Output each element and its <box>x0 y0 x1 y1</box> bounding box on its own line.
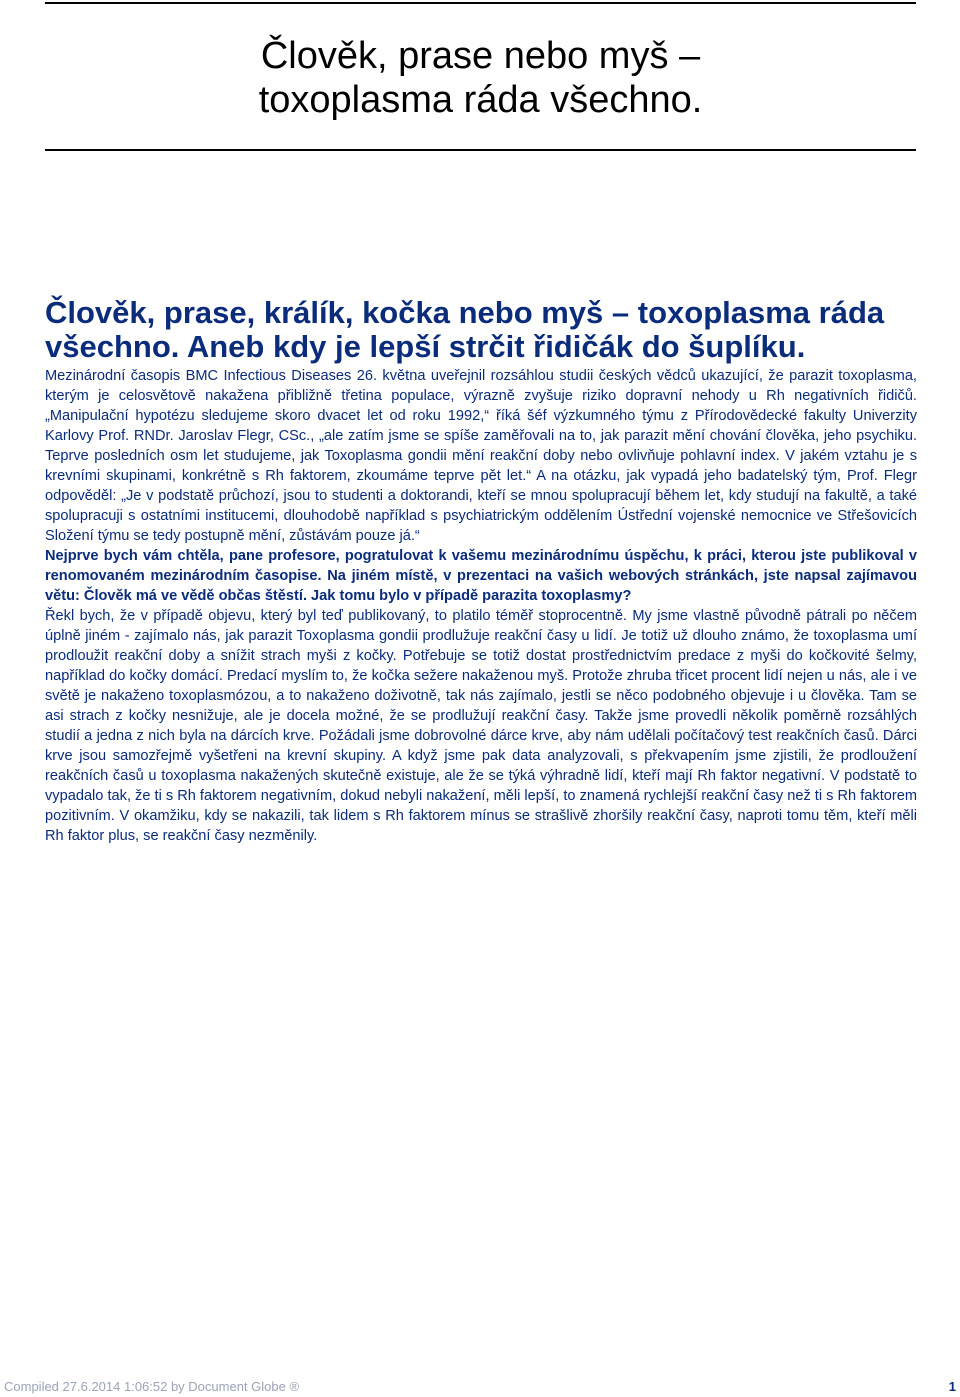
article <box>45 296 917 846</box>
header-top-rule <box>45 2 916 4</box>
article-intro: Mezinárodní časopis BMC Infectious Diseases 26. května uveřejnil rozsáhlou studii českých vědců ukazující, že parazit toxoplasma, kterým je celosvětově nakažena přibližně třetina populace, výrazně zvyšuje riziko dopravní nehody u Rh negativních řidičů. „Manipulační hypotézu sledujeme skoro dvacet let od roku 1992,“ říká šéf výzkumného týmu z Přírodovědecké fakulty Univerzity Karlovy Prof. RNDr. Jaroslav Flegr, CSc., „ale zatím jsme se spíše zaměřovali na to, jak parazit mění chování člověka, jeho psychiku. Teprve posledních osm let studujeme, jak Toxoplasma gondii mění reakční doby nebo ovlivňuje pohlavní index. V jakém vztahu je s krevními skupinami, konkrétně s Rh faktorem, zkoumáme teprve pět let.“ A na otázku, jak vypadá jeho badatelský tým, Prof. Flegr odpověděl: „Je v podstatě průchozí, jsou to studenti a doktorandi, kteří se mnou spolupracují během let, kdy studují na fakultě, a také spolupracuji s ostatními institucemi, dlouhodobě například s psychiatrickým oddělením Ústřední vojenské nemocnice ve Střešovicích Složení týmu se tedy postupně mění, zůstávám pouze já.“ <box>45 368 917 544</box>
header-bottom-rule <box>45 149 916 151</box>
page-number: 1 <box>948 1379 956 1394</box>
interview-answer: Řekl bych, že v případě objevu, který byl teď publikovaný, to platilo téměř stoprocentně. My jsme vlastně původně pátrali po něčem úplně jiném - zajímalo nás, jak parazit Toxoplasma gondii prodlužuje reakční časy u lidí. Je totiž už dlouho známo, že toxoplasma umí prodloužit reakční doby a snížit strach myši z kočky. Potřebuje se totiž dostat prostřednictvím predace z myši do kočkovité šelmy, například do kočky domácí. Predací myslím to, že kočka sežere nakaženou myš. Protože zhruba třicet procent lidí nejen u nás, ale i ve světě je nakaženo toxoplasmózou, a to nakaženo doživotně, tak nás zajímalo, jestli se něco podobného objevuje i u člověka. Tam se asi strach z kočky nesnižuje, ale je docela možné, že se prodlužují reakční časy. Takže jsme provedli několik poměrně rozsáhlých studií a jedna z nich byla na dárcích krve. Požádali jsme dobrovolné dárce krve, aby nám udělali počítačový test reakčních časů. Dárci krve jsou samozřejmě vyšetřeni na krevní skupiny. A když jsme pak data analyzovali, s překvapením jsme zjistili, že prodloužení reakčních časů u toxoplasma nakažených skutečně existuje, ale že se týká výhradně lidí, kteří mají Rh faktor negativní. V podstatě to vypadalo tak, že ti s Rh faktorem negativním, dokud nebyli nakažení, měli lepší, to znamená rychlejší reakční časy než ti s Rh faktorem pozitivním. V okamžiku, kdy se nakazili, tak lidem s Rh faktorem mínus se strašlivě zhoršily reakční časy, naproti tomu těm, kteří měli Rh faktor plus, se reakční časy nezměnily. <box>45 608 917 844</box>
page-title-line-2: toxoplasma ráda všechno. <box>258 79 703 121</box>
compiled-note: Compiled 27.6.2014 1:06:52 by Document Globe ® <box>4 1379 300 1394</box>
page-title <box>45 34 916 122</box>
article-title: Člověk, prase, králík, kočka nebo myš – toxoplasma ráda všechno. Aneb kdy je lepší strčit řidičák do šuplíku. <box>45 295 885 364</box>
interview-question: Nejprve bych vám chtěla, pane profesore, pogratulovat k vašemu mezinárodnímu úspěchu, k práci, kterou jste publikoval v renomovaném mezinárodním časopise. Na jiném místě, v prezentaci na vašich webových stránkách, jste napsal zajímavou větu: Člověk má ve vědě občas štěstí. Jak tomu bylo v případě parazita toxoplasmy? <box>45 548 917 604</box>
page-title-line-1: Člověk, prase nebo myš – <box>260 35 701 77</box>
page-footer <box>4 1379 956 1395</box>
